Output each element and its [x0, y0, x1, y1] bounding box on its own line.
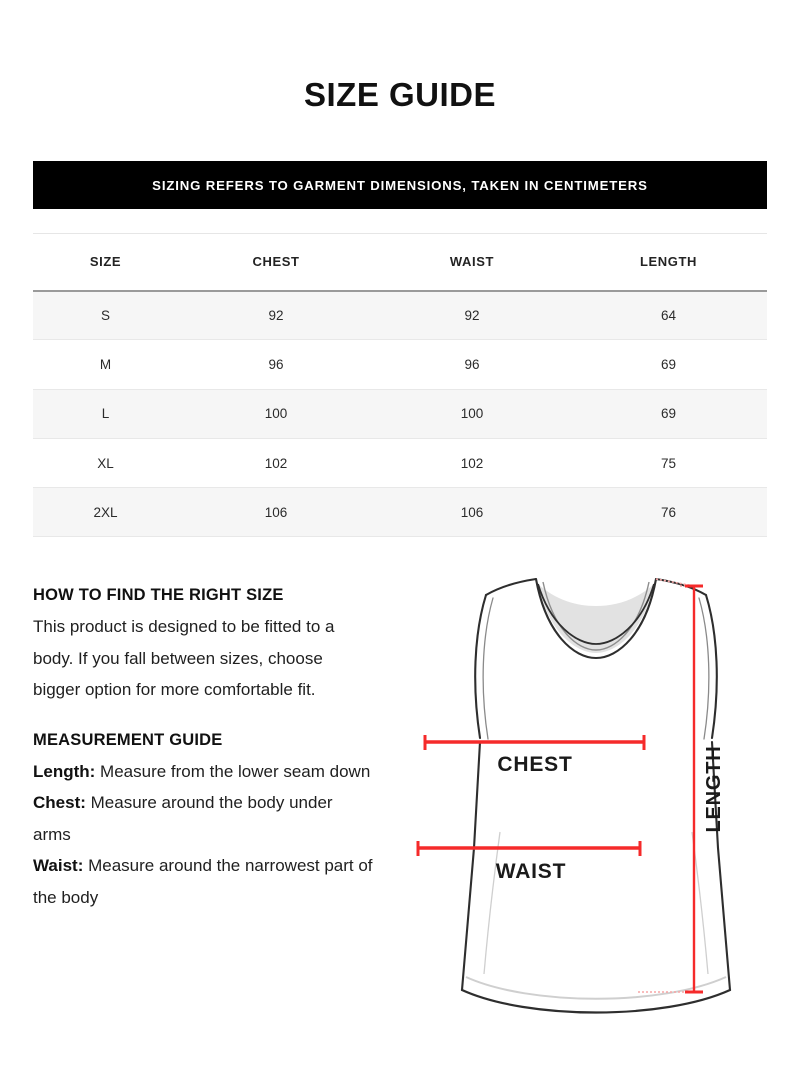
cell-size: 2XL [33, 488, 178, 537]
table-row [33, 438, 767, 487]
section-spacer [33, 706, 373, 731]
measurement-item-length-text: Measure from the lower seam down [95, 761, 371, 781]
cell-length: 76 [570, 488, 767, 537]
table-row [33, 488, 767, 537]
table-row [33, 291, 767, 340]
column-header-length: LENGTH [570, 234, 767, 291]
column-header-size: SIZE [33, 234, 178, 291]
cell-chest: 96 [178, 340, 374, 389]
cell-waist: 106 [374, 488, 570, 537]
cell-chest: 92 [178, 291, 374, 340]
cell-size: XL [33, 438, 178, 487]
garment-diagram [388, 556, 774, 1026]
sizing-note-text: SIZING REFERS TO GARMENT DIMENSIONS, TAKEN IN CENTIMETERS [152, 177, 648, 193]
table-row [33, 389, 767, 438]
cell-waist: 96 [374, 340, 570, 389]
cell-chest: 102 [178, 438, 374, 487]
tank-top-illustration [462, 579, 730, 1013]
how-to-find-size-heading: HOW TO FIND THE RIGHT SIZE [33, 586, 284, 604]
cell-waist: 92 [374, 291, 570, 340]
table-row [33, 340, 767, 389]
measurement-item-chest-label: Chest: [33, 793, 86, 812]
cell-length: 69 [570, 340, 767, 389]
measurement-item-waist-text: Measure around the narrowest part of the body [33, 856, 373, 907]
column-header-chest: CHEST [178, 234, 374, 291]
cell-size: L [33, 389, 178, 438]
cell-chest: 106 [178, 488, 374, 537]
cell-chest: 100 [178, 389, 374, 438]
measurement-item-chest [33, 787, 373, 850]
cell-waist: 100 [374, 389, 570, 438]
measurement-item-waist-label: Waist: [33, 856, 84, 875]
cell-size: M [33, 340, 178, 389]
measurement-item-length-label: Length: [33, 761, 96, 781]
cell-waist: 102 [374, 438, 570, 487]
how-to-find-size-paragraph: This product is designed to be fitted to a body. If you fall between sizes, choose bigger option for more comfortable fit. [33, 617, 335, 699]
sizing-note-banner [33, 161, 767, 209]
size-table [33, 233, 767, 537]
measurement-item-chest-text: Measure around the body under arms [33, 793, 333, 844]
measurement-guide-heading: MEASUREMENT GUIDE [33, 730, 223, 749]
measurement-item-length [33, 756, 373, 788]
chest-label: CHEST [497, 753, 573, 776]
table-header-row [33, 234, 767, 291]
cell-length: 64 [570, 291, 767, 340]
cell-size: S [33, 291, 178, 340]
measurement-item-waist [33, 850, 373, 913]
page-title: SIZE GUIDE [303, 76, 497, 113]
cell-length: 75 [570, 438, 767, 487]
column-header-waist: WAIST [374, 234, 570, 291]
waist-label: WAIST [495, 860, 567, 883]
length-label: LENGTH [703, 745, 725, 833]
cell-length: 69 [570, 389, 767, 438]
sizing-info-column [33, 586, 373, 913]
